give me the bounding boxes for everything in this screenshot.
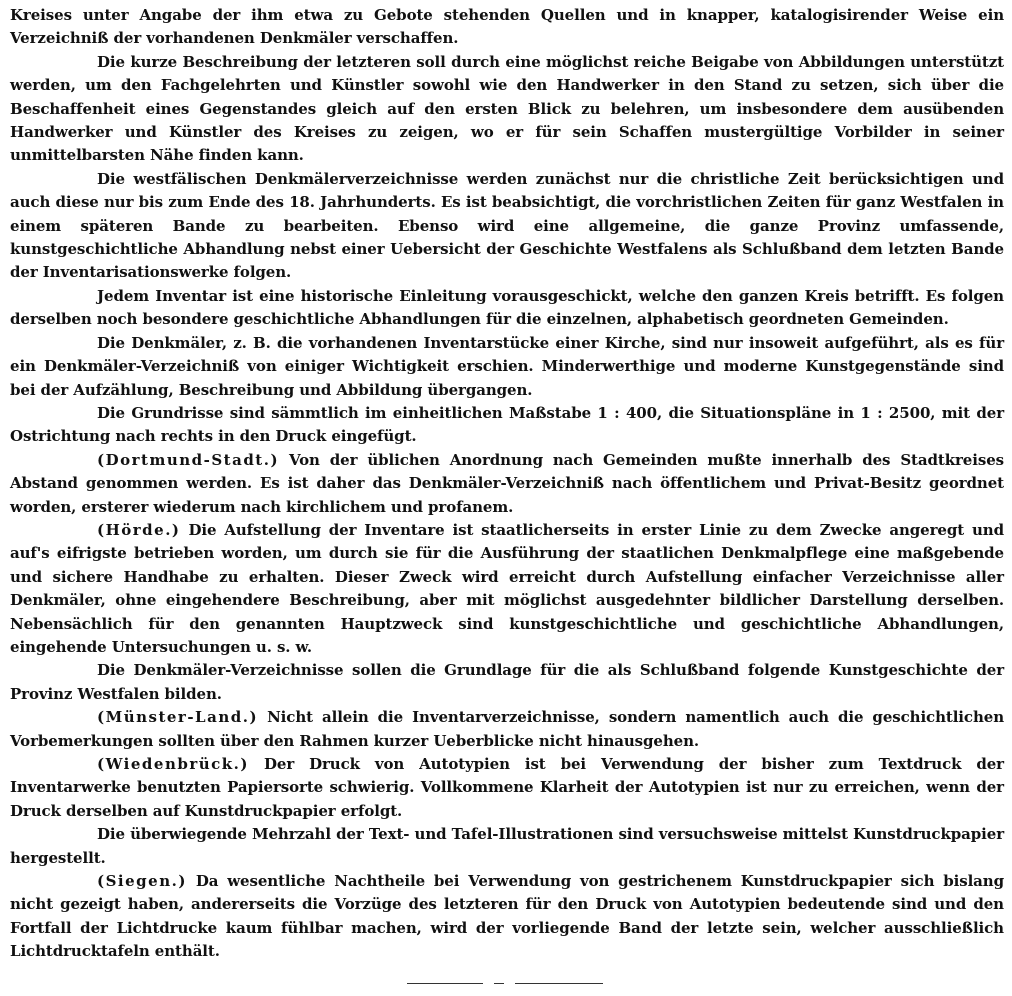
paragraph-text: Die Denkmäler-Verzeichnisse sollen die Grundlage für die als Schlußband folgende Kunstgeschichte der Provinz Westfalen bilden. [10,661,1004,703]
paragraph-text: Nicht allein die Inventarverzeichnisse, sondern namentlich auch die geschichtlichen Vorbemerkungen sollten über den Rahmen kurzer Ueberblicke nicht hinausgehen. [10,708,1004,750]
paragraph-text: Die westfälischen Denkmälerverzeichnisse werden zunächst nur die christliche Zeit berücksichtigen und auch diese nur bis zum Ende des 18. Jahrhunderts. Es ist beabsichtigt, die vorchristlichen Zeiten für ganz Westfalen in einem späteren Bande zu bearbeiten. Ebenso wird eine allgemeine, die ganze Provinz umfassende, kunstgeschichtliche Abhandlung nebst einer Uebersicht der Geschichte Westfalens als Schlußband dem letzten Bande der Inventarisationswerke folgen. [10,169,1004,282]
paragraph-illustrations [10,51,1004,168]
paragraph-text: Die Grundrisse sind sämmtlich im einheitlichen Maßstabe 1 : 400, die Situationspläne in 1 : 2500, mit der Ostrichtung nach rechts in den Druck eingefügt. [10,403,1004,446]
paragraph-monuments [10,332,1004,402]
paragraph-text: Kreises unter Angabe der ihm etwa zu Gebote stehenden Quellen und in knapper, katalogisirender Weise ein Verzeichniß der vorhandenen Denkmäler verschaffen. [10,6,1004,48]
paragraph-muenster-land [10,706,1004,753]
paragraph-introduction [10,285,1004,332]
paragraph-final-volume [10,659,1004,706]
section-label: (Wiedenbrück.) [97,755,250,773]
footer-rule-right [515,983,603,984]
paragraph-dortmund-stadt [10,449,1004,519]
section-label: (Hörde.) [97,520,181,539]
footer-rule-middle [494,983,504,984]
paragraph-siegen [10,870,1004,964]
paragraph-hoerde [10,519,1004,659]
paragraph-text: Von der üblichen Anordnung nach Gemeinden mußte innerhalb des Stadtkreises Abstand genommen werden. Es ist daher das Denkmäler-Verzeichniß nach öffentlichem und Privat-Besitz geordnet worden, ersterer wiederum nach kirchlichem und profanem. [10,450,1004,516]
footer-rule-left [407,983,483,984]
section-label: (Dortmund-Stadt.) [97,450,280,469]
paragraph-text: Da wesentliche Nachtheile bei Verwendung von gestrichenem Kunstdruckpapier sich bislang nicht gezeigt haben, andererseits die Vorzüge des letzteren für den Druck von Autotypien bedeutende sind und den Fortfall der Lichtdrucke kaum fühlbar machen, wird der vorliegende Band der letzte sein, welcher ausschließlich Lichtdrucktafeln enthält. [10,872,1004,961]
paragraph-floor-plans [10,402,1004,449]
paragraph-text: Die überwiegende Mehrzahl der Text- und Tafel-Illustrationen sind versuchsweise mittelst Kunstdruckpapier hergestellt. [10,825,1004,867]
paragraph-wiedenbrueck [10,753,1004,823]
document-page [10,4,1004,964]
section-label: (Münster-Land.) [97,708,259,727]
paragraph-illustration-paper [10,823,1004,870]
paragraph-text: Der Druck von Autotypien ist bei Verwendung der bisher zum Textdruck der Inventarwerke benutzten Papiersorte schwierig. Vollkommene Klarheit der Autotypien ist nur zu erreichen, wenn der Druck derselben auf Kunstdruckpapier erfolgt. [10,755,1004,820]
section-label: (Siegen.) [97,872,187,891]
paragraph-text: Die kurze Beschreibung der letzteren soll durch eine möglichst reiche Beigabe von Abbildungen unterstützt werden, um den Fachgelehrten und Künstler sowohl wie den Handwerker in den Stand zu setzen, sich über die Beschaffenheit eines Gegenstandes gleich auf den ersten Blick zu belehren, um insbesondere dem ausübenden Handwerker und Künstler des Kreises zu zeigen, wo er für sein Schaffen mustergültige Vorbilder in seiner unmittelbarsten Nähe finden kann. [10,52,1004,165]
paragraph-scope [10,168,1004,285]
paragraph-continuation [10,4,1004,51]
paragraph-text: Jedem Inventar ist eine historische Einleitung vorausgeschickt, welche den ganzen Kreis betrifft. Es folgen derselben noch besondere geschichtliche Abhandlungen für die einzelnen, alphabetisch geordneten Gemeinden. [10,286,1004,329]
paragraph-text: Die Aufstellung der Inventare ist staatlicherseits in erster Linie zu dem Zwecke angeregt und auf's eifrigste betrieben worden, um durch sie für die Ausführung der staatlichen Denkmalpflege eine maßgebende und sichere Handhabe zu erhalten. Dieser Zweck wird erreicht durch Aufstellung einfacher Verzeichnisse aller Denkmäler, ohne eingehendere Beschreibung, aber mit möglichst ausgedehnter bildlicher Darstellung derselben. Nebensächlich für den genannten Hauptzweck sind kunstgeschichtliche und geschichtliche Abhandlungen, eingehende Untersuchungen u. s. w. [10,520,1004,656]
paragraph-text: Die Denkmäler, z. B. die vorhandenen Inventarstücke einer Kirche, sind nur insoweit aufgeführt, als es für ein Denkmäler-Verzeichniß von einiger Wichtigkeit erschien. Minderwerthige und moderne Kunstgegenstände sind bei der Aufzählung, Beschreibung und Abbildung übergangen. [10,333,1004,399]
